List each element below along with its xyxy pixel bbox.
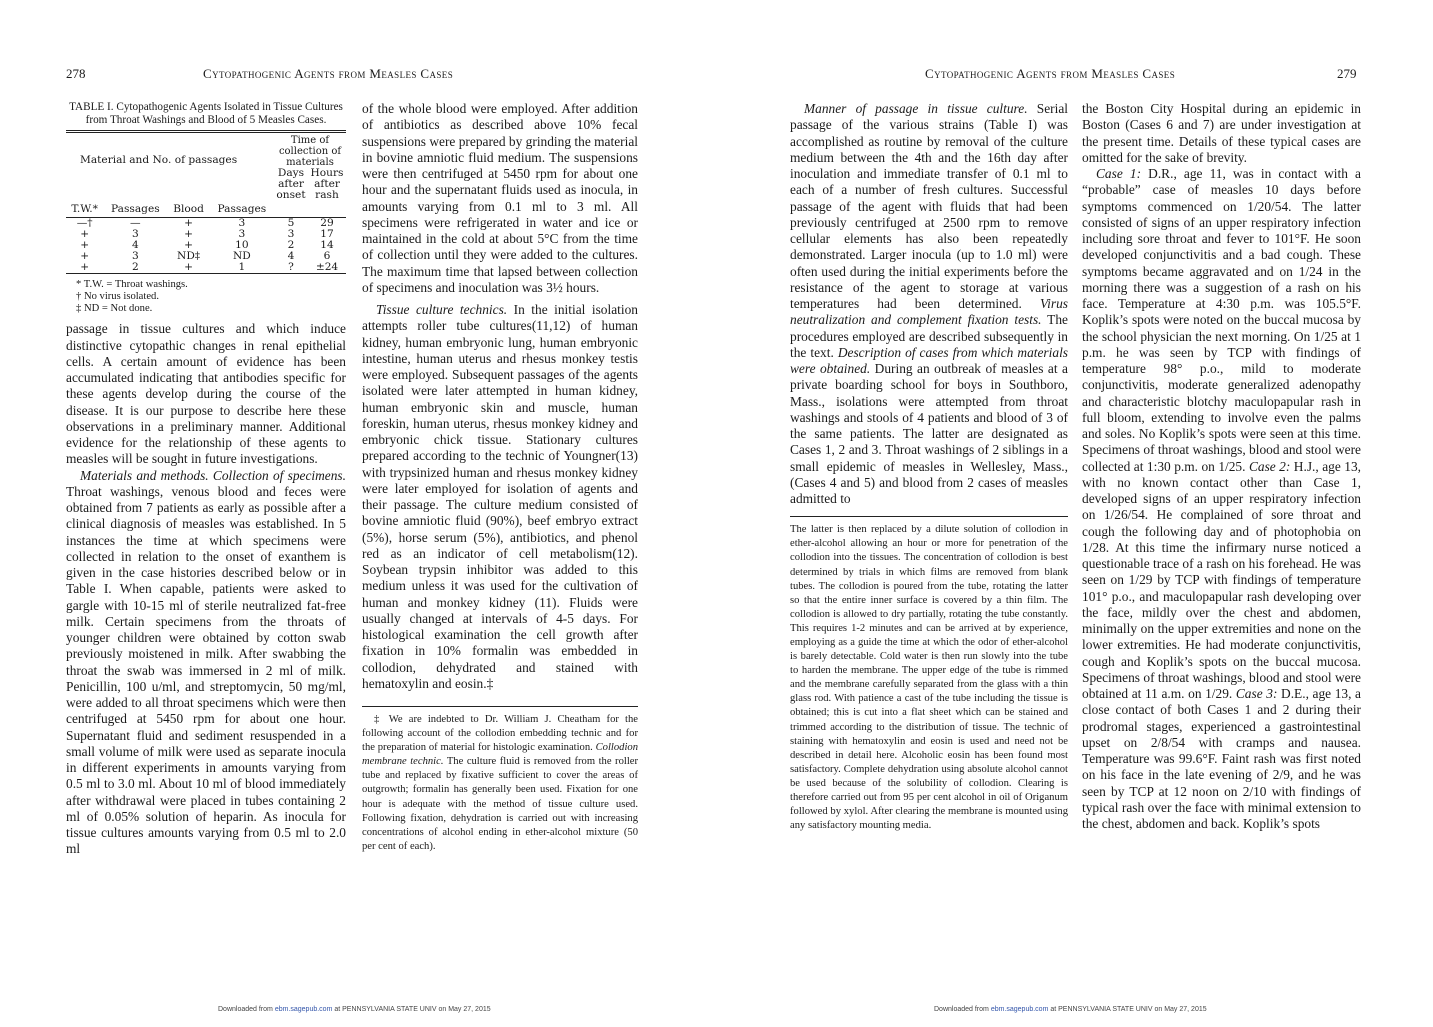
right-column-2 <box>1082 101 1361 832</box>
download-suffix: at PENNSYLVANIA STATE UNIV on May 27, 2015 <box>332 1006 491 1013</box>
table-cell-days: 2 <box>287 239 295 252</box>
running-head: Cytopathogenic Agents from Measles Cases <box>925 66 1176 81</box>
right-page <box>716 0 1433 1027</box>
footnote-text: The latter is then replaced by a dilute solution of collodion in ether-alcohol allowing an hour or more for penetration of the collodion into the tissues. The concentration of collodion is best determined by trials in which films are removed from blank tubes. The collodion is poured from the tube, rotating the latter so that the entire inner surface is covered by a thin film. The collodion is allowed to dry partially, rotating the tube constantly. This requires 1-2 minutes and can be arrived at by experience, employing as a guide the time at which the odor of ether-alcohol is barely detectable. Cold water is then run slowly into the tube to harden the membrane. The upper edge of the tube is rimmed and the membrane carefully separated from the glass with a thin glass rod. With patience a cast of the tube including the tissue is obtained; this is cut into a flat sheet which can be stained and trimmed according to the distribution of tissue. The technic of staining with hematoxylin and eosin is used and need not be described in detail here. Alcoholic eosin has been found most satisfactory. Complete dehydration using absolute alcohol cannot be used because of the solubility of collodion. Clearing is therefore carried out from 95 per cent alcohol in oil of Origanum followed by xylol. After clearing the membrane is mounted using any satisfactory mounting media. <box>790 524 1068 832</box>
table-cell-hours: 29 <box>320 217 334 230</box>
footnote-rule <box>790 516 1068 517</box>
paragraph-text: In the initial isolation attempts roller tube cultures(11,12) of human kidney, human embryonic lung, human embryonic intestine, human uterus and rhesus monkey testis were employed. Subsequent passages of the agents isolated were later attempted in human kidney, human embryonic skin and muscle, human foreskin, human uterus, rhesus monkey kidney and embryonic chick tissue. Stationary cultures prepared according to the technic of Youngner(13) with trypsinized human and rhesus monkey kidney were later employed for isolation of agents and their passage. The culture medium consisted of bovine amniotic fluid (90%), beef embryo extract (5%), horse serum (5%), antibiotics, and phenol red as an indicator of cell metabolism(12). Soybean trypsin inhibitor was added to this medium unless it was used for the cultivation of human and monkey kidney (11). Fluids were usually changed at intervals of 4-5 days. For histological examination the cell growth after fixation in 10% formalin was embedded in collodion, dehydrated and stained with hematoxylin and eosin.‡ <box>362 302 638 691</box>
paragraph-text: H.J., age 13, with no known contact other than Case 1, developed signs of an upper respiratory infection on 1/26/54. He complained of sore throat and cough the following day and of photophobia on 1/28. At this time the infirmary nurse noticed a questionable trace of a rash on his forehead. He was seen on 1/29 by TCP with findings of temperature 101° p.o., and maculopapular rash developing over the face, mildly over the chest and abdomen, minimally on the upper extremities and none on the lower extremities. He had moderate conjunctivitis, cough and Koplik’s spots on the buccal mucosa. Specimens of throat washings, blood and stool were obtained at 11 a.m. on 1/29. <box>1082 458 1361 701</box>
paragraph-text: Serial passage of the various strains (Table I) was accomplished as routine by removal of the culture medium between the 4th and the 16th day after inoculation and immediate transfer of 0.1 ml to each of a number of fresh cultures. Successful passage of the agent with fluids that had been previously centrifuged at 2500 rpm to remove cellular elements has also been repeatedly demonstrated. Larger inocula (up to 1.0 ml) were often used during the initial experiments before the resistance of the agent to storage at various temperatures had been determined. <box>790 101 1068 311</box>
paragraph: of the whole blood were employed. After addition of antibiotics as described above 10% fecal suspensions were prepared by grinding the material in bovine amniotic fluid medium. The suspensions were then centrifuged at 5450 rpm for about one hour and the supernatant fluids used as inocula, in amounts varying from 0.1 ml to 3 ml. All specimens were refrigerated in water and ice or maintained in the cold at about 5°C from the time of collection until they were added to the cultures. The maximum time that lapsed between collection of specimens and inoculation was 3½ hours. <box>362 101 638 295</box>
table-cell-tw: + <box>80 261 90 274</box>
table-cell-blood-passages: 1 <box>238 261 246 274</box>
table-1 <box>66 101 346 315</box>
paragraph: passage in tissue cultures and which induce distinctive cytopathic changes in renal epithelial cells. A certain amount of evidence has been accumulated indicating that antibodies specific for these agents develop during the course of the disease. It is our purpose to describe here these observations in a preliminary manner. Additional evidence for the relationship of these agents to measles will be sought in future investigations. <box>66 321 346 467</box>
section-heading: Tissue culture technics. <box>376 302 508 317</box>
table-cell-tw-passages: 4 <box>131 239 139 252</box>
case-heading: Case 1: <box>1096 166 1142 181</box>
section-heading: Description of cases from which materials were obtained. <box>790 344 1068 376</box>
table-cell-blood: + <box>184 228 194 241</box>
paragraph-materials <box>66 468 346 858</box>
paragraph-tissue <box>362 302 638 692</box>
footnote-rule <box>362 706 638 707</box>
table-cell-hours: 6 <box>323 250 331 263</box>
table-col-blood: Blood <box>173 203 204 215</box>
download-notice <box>218 1006 491 1013</box>
table-cell-tw: + <box>80 228 90 241</box>
table-col-hours: Hours after rash <box>310 167 344 201</box>
table-cell-hours: ±24 <box>315 261 339 274</box>
table-col-blood-passages: Passages <box>217 203 267 215</box>
table-cell-days: ? <box>288 261 294 274</box>
table-row <box>66 229 346 240</box>
table-note: ‡ ND = Not done. <box>76 303 153 315</box>
table-cell-blood: + <box>184 261 194 274</box>
table-col-tw: T.W.* <box>71 203 98 215</box>
download-suffix: at PENNSYLVANIA STATE UNIV on May 27, 2015 <box>1048 1006 1207 1013</box>
data-table <box>66 130 346 274</box>
left-column-2 <box>362 101 638 854</box>
table-notes <box>66 279 346 315</box>
table-label: TABLE I. <box>69 101 114 113</box>
table-note: † No virus isolated. <box>76 291 159 303</box>
paragraph-text: Throat washings, venous blood and feces were obtained from 7 patients as early as possible after a clinical diagnosis of measles was established. In 5 instances the time at which specimens were collected in relation to the onset of exanthem is given in the case histories described below or in Table I. When capable, patients were asked to gargle with 10-15 ml of sterile neutralized fat-free milk. Certain specimens from the throats of younger children were obtained by cotton swab previously moistened in milk. After swabbing the throat the swab was immersed in 2 ml of milk. Penicillin, 100 u/ml, and streptomycin, 50 mg/ml, were added to all throat specimens which were then centrifuged at 5450 rpm for about one hour. Supernatant fluid and sediment resuspended in a small volume of milk were used as separate inocula in different experiments in amounts varying from 0.5 ml to 3.0 ml. About 10 ml of blood immediately after withdrawal were placed in tubes containing 2 ml of 0.05% solution of heparin. As inocula for tissue cultures amounts varying from 0.5 ml to 2.0 ml <box>66 483 346 857</box>
table-cell-blood-passages: 10 <box>235 239 249 252</box>
table-cell-tw-passages: 3 <box>131 228 139 241</box>
paragraph-text: D.E., age 13, a close contact of both Cases 1 and 2 during their prodromal stages, experienced a gastrointestinal upset on 2/8/54 with cramps and nausea. Temperature was 99.6°F. Faint rash was first noted on his face in the late evening of 2/9, and he was seen by TCP at 12 noon on 2/10 with findings of typical rash over the face with minimal extension to the chest, abdomen and back. Koplik’s spots <box>1082 686 1361 831</box>
left-page <box>0 0 716 1027</box>
table-col-days: Days after onset <box>276 167 306 201</box>
table-cell-blood-passages: 3 <box>238 217 246 230</box>
table-row <box>66 251 346 262</box>
table-cell-tw-passages: — <box>130 217 141 230</box>
table-cell-days: 4 <box>287 250 295 263</box>
page-number: 279 <box>1337 66 1357 81</box>
footnote-text <box>362 713 638 854</box>
paragraph-text: The procedures employed are described subsequently in the text. <box>790 312 1068 360</box>
download-prefix: Downloaded from <box>218 1006 275 1013</box>
paragraph: the Boston City Hospital during an epidemic in Boston (Cases 6 and 7) are under investigation at the present time. Details of these typical cases are omitted for the sake of brevity. <box>1082 101 1361 165</box>
paragraph-cases <box>1082 166 1361 832</box>
footnote-body: The culture fluid is removed from the roller tube and replaced by fixative sufficient to cover the areas of outgrowth; formalin has generally been used. Fixation for one hour is adequate with the method of tissue culture used. Following fixation, dehydration is carried out with increasing concentrations of alcohol ending in ether-alcohol mixture (50 per cent of each). <box>362 756 638 852</box>
table-cell-tw: + <box>80 239 90 252</box>
table-cell-days: 3 <box>287 228 295 241</box>
table-row <box>66 218 346 230</box>
case-heading: Case 2: <box>1248 458 1291 474</box>
table-cell-hours: 17 <box>320 228 334 241</box>
case-heading: Case 3: <box>1235 686 1278 701</box>
table-row <box>66 240 346 251</box>
table-col-tw-passages: Passages <box>111 203 160 215</box>
table-group-header-materials: Material and No. of passages <box>80 153 238 166</box>
paragraph-passage <box>790 101 1068 507</box>
table-cell-blood: ND‡ <box>177 250 201 263</box>
download-prefix: Downloaded from <box>934 1006 991 1013</box>
table-cell-days: 5 <box>287 217 295 230</box>
footnote-continued <box>790 516 1068 833</box>
footnote <box>362 706 638 854</box>
paragraph-text: During an outbreak of measles at a private boarding school for boys in Southboro, Mass., isolations were attempted from throat washings and stools of 4 patients and blood of 3 of the same patients. The latter are designated as Cases 1, 2 and 3. Throat washings of 2 siblings in a small epidemic of measles in Wellesley, Mass., (Cases 4 and 5) and blood from 2 cases of measles admitted to <box>790 361 1068 506</box>
download-link[interactable]: ebm.sagepub.com <box>990 1006 1049 1013</box>
table-title: Cytopathogenic Agents Isolated in Tissue Cultures from Throat Washings and Blood of 5 Measles Cases. <box>85 101 343 126</box>
download-link[interactable]: ebm.sagepub.com <box>274 1006 333 1013</box>
table-cell-tw-passages: 2 <box>131 261 139 274</box>
download-notice <box>934 1006 1207 1013</box>
running-head: Cytopathogenic Agents from Measles Cases <box>203 66 454 81</box>
table-cell-hours: 14 <box>320 239 334 252</box>
table-cell-blood: + <box>184 239 194 252</box>
table-cell-tw: + <box>80 250 90 263</box>
table-cell-blood: + <box>184 217 194 230</box>
paragraph-text: D.R., age 11, was in contact with a “probable” case of measles 10 days before symptoms commenced on 1/20/54. The latter consisted of signs of an upper respiratory infection including sore throat and fever to 101°F. He soon developed conjunctivitis and a bad cough. These symptoms became aggravated and on 1/24 in the morning there was a suggestion of a rash on his face. Temperature at 4:30 p.m. was 105.5°F. Koplik’s spots were noted on the buccal mucosa by the school physician the next morning. On 1/25 at 1 p.m. he was seen by TCP with findings of temperature 98° p.o., mild to moderate conjunctivitis, moderate generalized adenopathy and characteristic blotchy maculopapular rash in full bloom, extending to involve even the palms and soles. No Koplik’s spots were seen at this time. Specimens of throat washings, blood and stool were collected at 1:30 p.m. on 1/25. <box>1082 166 1361 474</box>
table-note: * T.W. = Throat washings. <box>76 279 188 291</box>
section-heading: Manner of passage in tissue culture. <box>804 101 1028 116</box>
table-row <box>66 262 346 274</box>
page-number: 278 <box>66 66 86 81</box>
table-cell-tw: —† <box>76 217 93 230</box>
table-caption <box>66 101 346 126</box>
table-cell-blood-passages: 3 <box>238 228 246 241</box>
section-heading: Virus neutralization and complement fixation tests. <box>790 296 1068 328</box>
table-group-header-time: Time of collection of materials <box>278 135 342 168</box>
footnote-intro: ‡ We are indebted to Dr. William J. Cheatham for the following account of the collodion embedding technic and for the preparation of material for histologic examination. <box>362 714 638 754</box>
section-heading: Materials and methods. Collection of specimens. <box>80 467 346 483</box>
table-cell-blood-passages: ND <box>232 250 251 263</box>
footnote-heading: Collodion membrane technic. <box>362 742 638 768</box>
right-column-1 <box>790 101 1068 833</box>
left-column-1 <box>66 101 346 858</box>
table-cell-tw-passages: 3 <box>131 250 139 263</box>
left-col1-text <box>66 321 346 857</box>
